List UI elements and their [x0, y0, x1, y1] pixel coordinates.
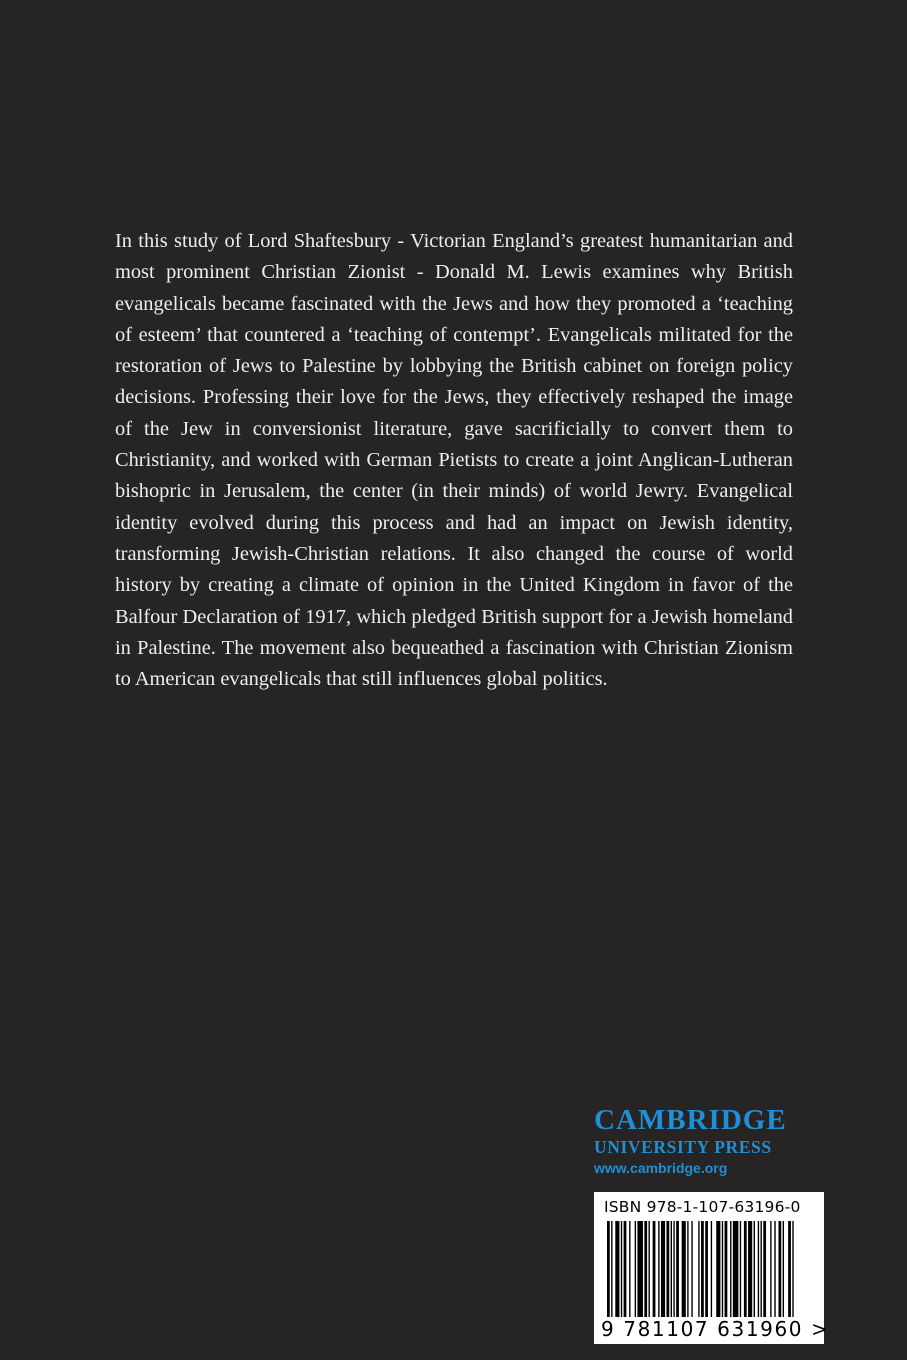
barcode-bar [701, 1221, 704, 1317]
publisher-name: CAMBRIDGE [594, 1104, 787, 1136]
barcode-bar [748, 1221, 752, 1317]
barcode-bar [637, 1221, 643, 1317]
barcode-bar [629, 1221, 630, 1317]
barcode-bar [783, 1221, 784, 1317]
barcode-bar [758, 1221, 759, 1317]
isbn-label: ISBN 978-1-107-63196-0 [604, 1198, 801, 1216]
isbn-barcode-panel [594, 1192, 830, 1344]
publisher-subtitle: UNIVERSITY PRESS [594, 1137, 772, 1157]
barcode-bar [778, 1221, 781, 1317]
barcode-bar [653, 1221, 656, 1317]
barcode-bar [635, 1221, 636, 1317]
barcode-bar [673, 1221, 674, 1317]
barcode-bar [744, 1221, 747, 1317]
barcode-bar [611, 1221, 612, 1317]
barcode-bar [761, 1221, 762, 1317]
barcode-bar [666, 1221, 669, 1317]
barcode-bar [733, 1221, 739, 1317]
barcode-bar [770, 1221, 771, 1317]
barcode-bar [788, 1221, 791, 1317]
barcode-bar [792, 1221, 793, 1317]
barcode-bar [722, 1221, 723, 1317]
barcode-bar [644, 1221, 647, 1317]
barcode-bar [621, 1221, 622, 1317]
barcode-bar [754, 1221, 755, 1317]
barcode-bar [607, 1221, 610, 1317]
barcode-bar [730, 1221, 731, 1317]
barcode-bar [705, 1221, 708, 1317]
barcode-bar [682, 1221, 686, 1317]
publisher-url: www.cambridge.org [594, 1160, 728, 1176]
barcode-bar [648, 1221, 649, 1317]
barcode-bar [740, 1221, 741, 1317]
back-cover-description: In this study of Lord Shaftesbury - Victorian England’s greatest humanitarian and most prominent Christian Zionist - Donald M. Lewis examines why British evangelicals became fascinated with the Jews and how they promoted a ‘teaching of esteem’ that countered a ‘teaching of contempt’. Evangelicals militated for the restoration of Jews to Palestine by lobbying the British cabinet on foreign policy decisions. Professing their love for the Jews, they effectively reshaped the image of the Jew in conversionist literature, gave sacrificially to convert them to Christianity, and worked with German Pietists to create a joint Anglican-Lutheran bishopric in Jerusalem, the center (in their minds) of world Jewry. Evangelical identity evolved during this process and had an impact on Jewish identity, transforming Jewish-Christian relations. It also changed the course of world history by creating a climate of opinion in the United Kingdom in favor of the Balfour Declaration of 1917, which pledged British support for a Jewish homeland in Palestine. The movement also bequeathed a fascination with Christian Zionism to American evangelicals that still influences global politics. [115, 230, 793, 691]
barcode-bar [774, 1221, 775, 1317]
barcode-bar [763, 1221, 766, 1317]
barcode-bars [603, 1221, 813, 1323]
barcode-digits: 9 781107 631960 > [601, 1317, 830, 1341]
barcode-bar [698, 1221, 699, 1317]
barcode-bar [661, 1221, 665, 1317]
publisher-logo [594, 1103, 826, 1179]
barcode-bar [671, 1221, 672, 1317]
barcode-bar [725, 1221, 728, 1317]
barcode-bar [716, 1221, 720, 1317]
barcode-bar [615, 1221, 619, 1317]
barcode-bar [691, 1221, 692, 1317]
barcode-bar [676, 1221, 679, 1317]
barcode-bar [711, 1221, 712, 1317]
barcode-bar [658, 1221, 659, 1317]
barcode-bar [687, 1221, 688, 1317]
barcode-bar [624, 1221, 627, 1317]
